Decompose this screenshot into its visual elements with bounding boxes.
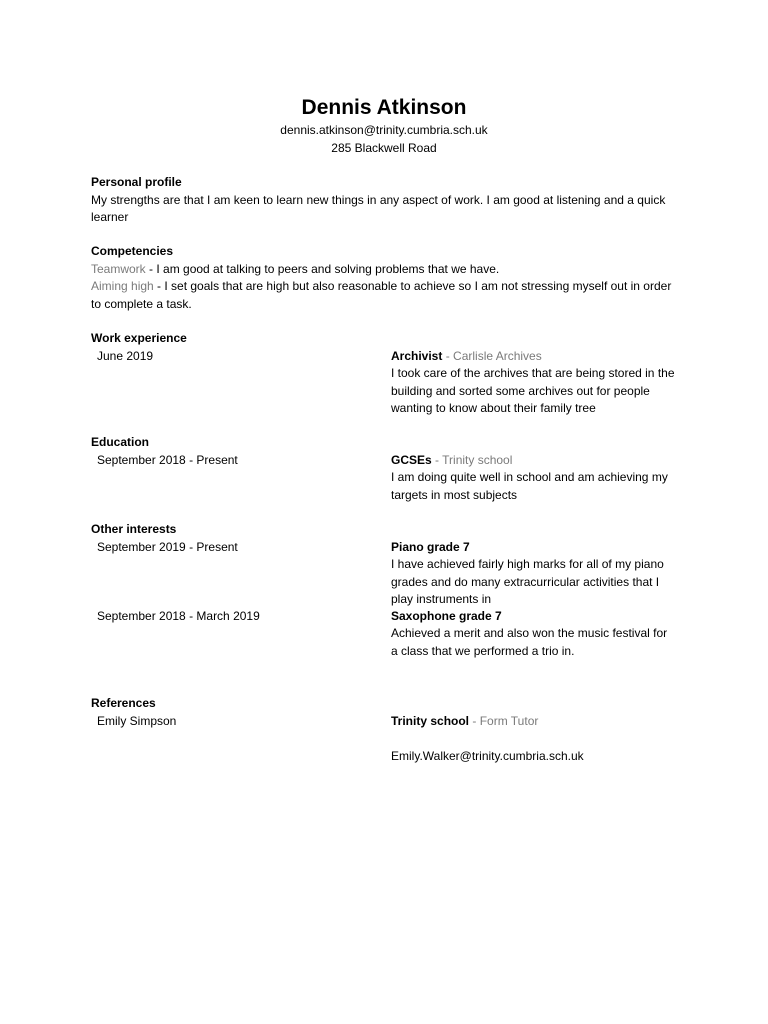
work-separator: -	[442, 348, 454, 363]
reference-role: Form Tutor	[479, 713, 539, 728]
reference-entry	[91, 713, 681, 766]
work-details	[391, 348, 676, 418]
interests-section	[91, 521, 681, 661]
competency-item	[91, 261, 681, 279]
interest-date: September 2019 - Present	[97, 539, 238, 554]
work-date: June 2019	[97, 348, 154, 363]
reference-details	[391, 713, 676, 766]
work-description: I took care of the archives that are being stored in the building and sorted some archives out for people wanting to know about their family tree	[391, 366, 675, 415]
education-qualification: GCSEs	[391, 452, 432, 467]
interest-description: I have achieved fairly high marks for all of my piano grades and do many extracurricular activities that I play instruments in	[391, 557, 664, 606]
work-org: Carlisle Archives	[453, 348, 542, 363]
education-school: Trinity school	[442, 452, 513, 467]
profile-text: My strengths are that I am keen to learn new things in any aspect of work. I am good at listening and a quick learner	[91, 192, 666, 224]
references-heading: References	[91, 696, 156, 710]
interest-title: Piano grade 7	[391, 539, 470, 554]
competencies-heading: Competencies	[91, 244, 174, 258]
contact-address: 285 Blackwell Road	[331, 140, 437, 155]
profile-section	[91, 174, 681, 227]
cv-header	[0, 94, 768, 157]
competencies-section	[91, 243, 681, 313]
candidate-name: Dennis Atkinson	[301, 96, 467, 119]
competency-text: - I am good at talking to peers and solving problems that we have.	[145, 261, 500, 276]
education-description: I am doing quite well in school and am achieving my targets in most subjects	[391, 470, 668, 502]
reference-name: Emily Simpson	[97, 713, 177, 728]
work-role: Archivist	[391, 348, 443, 363]
contact-email: dennis.atkinson@trinity.cumbria.sch.uk	[280, 123, 488, 137]
profile-heading: Personal profile	[91, 175, 182, 189]
references-section	[91, 695, 681, 766]
education-section	[91, 434, 681, 505]
interest-details	[391, 608, 676, 661]
interest-title: Saxophone grade 7	[391, 608, 502, 623]
competency-label: Teamwork	[91, 261, 146, 276]
interest-details	[391, 539, 676, 609]
interest-date: September 2018 - March 2019	[97, 608, 260, 623]
work-entry	[91, 348, 681, 418]
reference-org: Trinity school	[391, 713, 470, 728]
education-heading: Education	[91, 435, 150, 449]
competency-item	[91, 278, 681, 313]
education-details	[391, 452, 676, 505]
education-date: September 2018 - Present	[97, 452, 238, 467]
interest-entry	[91, 608, 681, 661]
interests-heading: Other interests	[91, 522, 177, 536]
interest-description: Achieved a merit and also won the music festival for a class that we performed a trio in.	[391, 626, 668, 658]
interest-entry	[91, 539, 681, 608]
reference-separator: -	[469, 713, 480, 728]
work-section	[91, 330, 681, 418]
education-separator: -	[431, 452, 443, 467]
education-entry	[91, 452, 681, 505]
competency-text: - I set goals that are high but also reasonable to achieve so I am not stressing myself out in order to complete a task.	[91, 279, 672, 311]
work-heading: Work experience	[91, 331, 187, 345]
competency-label: Aiming high	[91, 279, 154, 293]
reference-email: Emily.Walker@trinity.cumbria.sch.uk	[391, 748, 584, 763]
